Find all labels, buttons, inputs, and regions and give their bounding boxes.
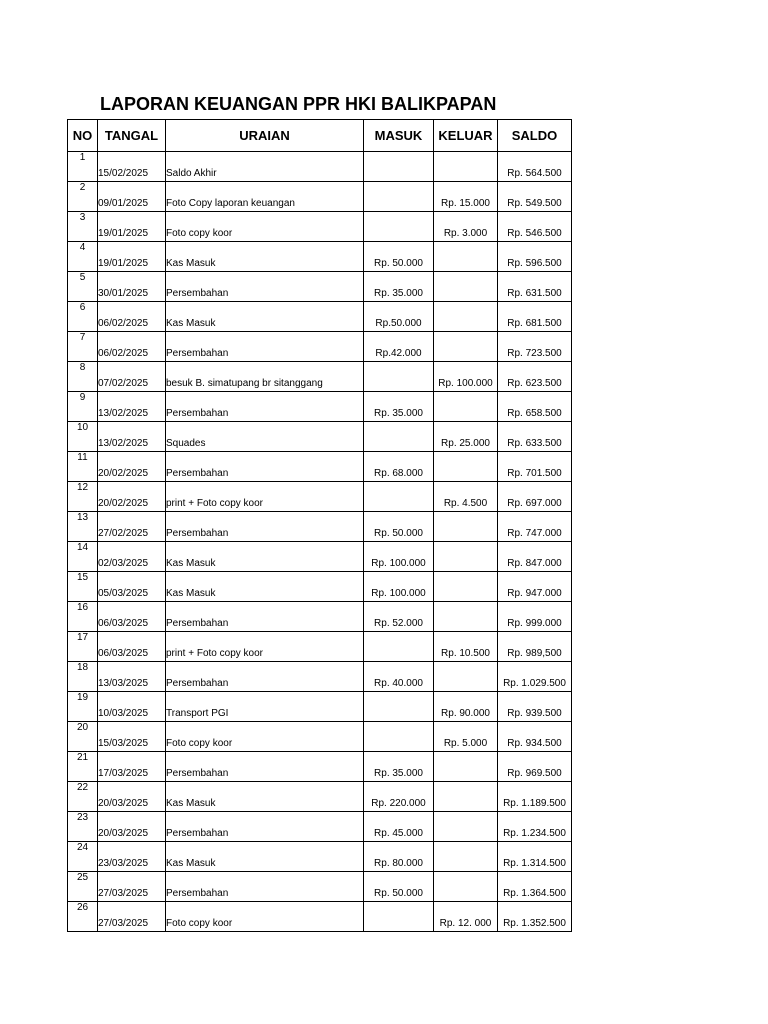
balance-cell: Rp. 939.500 [498, 692, 572, 722]
row-number: 5 [68, 272, 98, 302]
row-number: 17 [68, 632, 98, 662]
column-header-no: NO [68, 120, 98, 152]
column-header-description: URAIAN [166, 120, 364, 152]
balance-cell: Rp. 633.500 [498, 422, 572, 452]
ledger-body [68, 152, 572, 932]
income-cell: Rp. 80.000 [364, 842, 434, 872]
balance-cell: Rp. 847.000 [498, 542, 572, 572]
row-number: 26 [68, 902, 98, 932]
table-row [68, 902, 572, 932]
expense-cell: Rp. 90.000 [434, 692, 498, 722]
expense-cell: Rp. 5.000 [434, 722, 498, 752]
income-cell: Rp. 35.000 [364, 752, 434, 782]
income-cell [364, 722, 434, 752]
income-cell [364, 152, 434, 182]
table-row [68, 482, 572, 512]
row-number: 19 [68, 692, 98, 722]
table-row [68, 572, 572, 602]
balance-cell: Rp. 596.500 [498, 242, 572, 272]
balance-cell: Rp. 546.500 [498, 212, 572, 242]
row-number: 13 [68, 512, 98, 542]
balance-cell: Rp. 697.000 [498, 482, 572, 512]
date-cell: 10/03/2025 [98, 692, 166, 722]
balance-cell: Rp. 969.500 [498, 752, 572, 782]
description-cell: Persembahan [166, 602, 364, 632]
ledger-table [67, 119, 572, 932]
table-row [68, 392, 572, 422]
date-cell: 07/02/2025 [98, 362, 166, 392]
row-number: 4 [68, 242, 98, 272]
expense-cell [434, 872, 498, 902]
date-cell: 09/01/2025 [98, 182, 166, 212]
date-cell: 06/03/2025 [98, 632, 166, 662]
expense-cell [434, 842, 498, 872]
table-row [68, 182, 572, 212]
date-cell: 20/03/2025 [98, 782, 166, 812]
balance-cell: Rp. 1.234.500 [498, 812, 572, 842]
date-cell: 17/03/2025 [98, 752, 166, 782]
table-row [68, 362, 572, 392]
row-number: 15 [68, 572, 98, 602]
income-cell: Rp. 100.000 [364, 572, 434, 602]
income-cell: Rp. 50.000 [364, 512, 434, 542]
description-cell: Foto copy koor [166, 722, 364, 752]
balance-cell: Rp. 1.352.500 [498, 902, 572, 932]
balance-cell: Rp. 681.500 [498, 302, 572, 332]
table-row [68, 842, 572, 872]
description-cell: Persembahan [166, 512, 364, 542]
row-number: 10 [68, 422, 98, 452]
description-cell: Foto copy koor [166, 902, 364, 932]
income-cell: Rp. 100.000 [364, 542, 434, 572]
description-cell: Kas Masuk [166, 302, 364, 332]
date-cell: 05/03/2025 [98, 572, 166, 602]
balance-cell: Rp. 747.000 [498, 512, 572, 542]
row-number: 20 [68, 722, 98, 752]
column-header-balance: SALDO [498, 120, 572, 152]
description-cell: besuk B. simatupang br sitanggang [166, 362, 364, 392]
balance-cell: Rp. 631.500 [498, 272, 572, 302]
date-cell: 02/03/2025 [98, 542, 166, 572]
table-row [68, 212, 572, 242]
description-cell: Persembahan [166, 752, 364, 782]
table-row [68, 602, 572, 632]
income-cell: Rp. 40.000 [364, 662, 434, 692]
date-cell: 15/03/2025 [98, 722, 166, 752]
balance-cell: Rp. 549.500 [498, 182, 572, 212]
balance-cell: Rp. 658.500 [498, 392, 572, 422]
row-number: 22 [68, 782, 98, 812]
row-number: 3 [68, 212, 98, 242]
date-cell: 19/01/2025 [98, 242, 166, 272]
balance-cell: Rp. 1.364.500 [498, 872, 572, 902]
expense-cell: Rp. 15.000 [434, 182, 498, 212]
expense-cell [434, 302, 498, 332]
row-number: 9 [68, 392, 98, 422]
income-cell [364, 632, 434, 662]
table-row [68, 302, 572, 332]
income-cell: Rp. 220.000 [364, 782, 434, 812]
description-cell: Kas Masuk [166, 782, 364, 812]
column-header-date: TANGAL [98, 120, 166, 152]
description-cell: Foto Copy laporan keuangan [166, 182, 364, 212]
description-cell: Kas Masuk [166, 242, 364, 272]
date-cell: 19/01/2025 [98, 212, 166, 242]
expense-cell [434, 242, 498, 272]
description-cell: Foto copy koor [166, 212, 364, 242]
row-number: 1 [68, 152, 98, 182]
row-number: 21 [68, 752, 98, 782]
table-row [68, 332, 572, 362]
description-cell: print + Foto copy koor [166, 482, 364, 512]
balance-cell: Rp. 701.500 [498, 452, 572, 482]
description-cell: Persembahan [166, 662, 364, 692]
date-cell: 27/03/2025 [98, 902, 166, 932]
income-cell [364, 182, 434, 212]
income-cell: Rp.42.000 [364, 332, 434, 362]
row-number: 12 [68, 482, 98, 512]
table-row [68, 782, 572, 812]
expense-cell [434, 782, 498, 812]
expense-cell [434, 602, 498, 632]
table-row [68, 242, 572, 272]
date-cell: 27/03/2025 [98, 872, 166, 902]
balance-cell: Rp. 1.029.500 [498, 662, 572, 692]
table-row [68, 452, 572, 482]
table-row [68, 812, 572, 842]
description-cell: Persembahan [166, 272, 364, 302]
description-cell: Kas Masuk [166, 572, 364, 602]
expense-cell [434, 152, 498, 182]
income-cell: Rp. 68.000 [364, 452, 434, 482]
description-cell: Persembahan [166, 452, 364, 482]
income-cell [364, 362, 434, 392]
date-cell: 23/03/2025 [98, 842, 166, 872]
table-row [68, 152, 572, 182]
row-number: 23 [68, 812, 98, 842]
description-cell: Persembahan [166, 332, 364, 362]
date-cell: 13/02/2025 [98, 422, 166, 452]
expense-cell [434, 662, 498, 692]
expense-cell: Rp. 25.000 [434, 422, 498, 452]
income-cell: Rp. 52.000 [364, 602, 434, 632]
expense-cell [434, 332, 498, 362]
row-number: 2 [68, 182, 98, 212]
balance-cell: Rp. 564.500 [498, 152, 572, 182]
row-number: 24 [68, 842, 98, 872]
expense-cell [434, 512, 498, 542]
expense-cell: Rp. 10.500 [434, 632, 498, 662]
balance-cell: Rp. 623.500 [498, 362, 572, 392]
expense-cell [434, 452, 498, 482]
income-cell [364, 212, 434, 242]
table-row [68, 422, 572, 452]
table-row [68, 632, 572, 662]
date-cell: 13/03/2025 [98, 662, 166, 692]
report-title: LAPORAN KEUANGAN PPR HKI BALIKPAPAN [100, 94, 497, 114]
expense-cell: Rp. 12. 000 [434, 902, 498, 932]
description-cell: Saldo Akhir [166, 152, 364, 182]
row-number: 25 [68, 872, 98, 902]
table-row [68, 662, 572, 692]
balance-cell: Rp. 723.500 [498, 332, 572, 362]
expense-cell: Rp. 3.000 [434, 212, 498, 242]
income-cell: Rp. 45.000 [364, 812, 434, 842]
date-cell: 15/02/2025 [98, 152, 166, 182]
table-row [68, 752, 572, 782]
description-cell: Transport PGI [166, 692, 364, 722]
table-row [68, 542, 572, 572]
date-cell: 27/02/2025 [98, 512, 166, 542]
description-cell: print + Foto copy koor [166, 632, 364, 662]
income-cell: Rp.50.000 [364, 302, 434, 332]
income-cell: Rp. 35.000 [364, 272, 434, 302]
date-cell: 06/02/2025 [98, 302, 166, 332]
row-number: 8 [68, 362, 98, 392]
balance-cell: Rp. 999.000 [498, 602, 572, 632]
income-cell [364, 692, 434, 722]
date-cell: 20/02/2025 [98, 452, 166, 482]
expense-cell: Rp. 4.500 [434, 482, 498, 512]
expense-cell: Rp. 100.000 [434, 362, 498, 392]
description-cell: Persembahan [166, 812, 364, 842]
expense-cell [434, 752, 498, 782]
description-cell: Kas Masuk [166, 542, 364, 572]
balance-cell: Rp. 947.000 [498, 572, 572, 602]
income-cell [364, 422, 434, 452]
date-cell: 06/02/2025 [98, 332, 166, 362]
expense-cell [434, 572, 498, 602]
row-number: 7 [68, 332, 98, 362]
description-cell: Persembahan [166, 872, 364, 902]
date-cell: 13/02/2025 [98, 392, 166, 422]
table-row [68, 692, 572, 722]
date-cell: 20/02/2025 [98, 482, 166, 512]
income-cell: Rp. 35.000 [364, 392, 434, 422]
header-row [68, 120, 572, 152]
row-number: 16 [68, 602, 98, 632]
expense-cell [434, 392, 498, 422]
balance-cell: Rp. 934.500 [498, 722, 572, 752]
expense-cell [434, 542, 498, 572]
description-cell: Kas Masuk [166, 842, 364, 872]
date-cell: 30/01/2025 [98, 272, 166, 302]
balance-cell: Rp. 1.189.500 [498, 782, 572, 812]
row-number: 14 [68, 542, 98, 572]
column-header-out: KELUAR [434, 120, 498, 152]
description-cell: Squades [166, 422, 364, 452]
income-cell: Rp. 50.000 [364, 242, 434, 272]
expense-cell [434, 272, 498, 302]
balance-cell: Rp. 1.314.500 [498, 842, 572, 872]
expense-cell [434, 812, 498, 842]
date-cell: 20/03/2025 [98, 812, 166, 842]
row-number: 18 [68, 662, 98, 692]
table-row [68, 722, 572, 752]
income-cell [364, 482, 434, 512]
date-cell: 06/03/2025 [98, 602, 166, 632]
balance-cell: Rp. 989,500 [498, 632, 572, 662]
income-cell [364, 902, 434, 932]
row-number: 6 [68, 302, 98, 332]
table-row [68, 872, 572, 902]
row-number: 11 [68, 452, 98, 482]
column-header-in: MASUK [364, 120, 434, 152]
income-cell: Rp. 50.000 [364, 872, 434, 902]
table-row [68, 512, 572, 542]
table-row [68, 272, 572, 302]
description-cell: Persembahan [166, 392, 364, 422]
